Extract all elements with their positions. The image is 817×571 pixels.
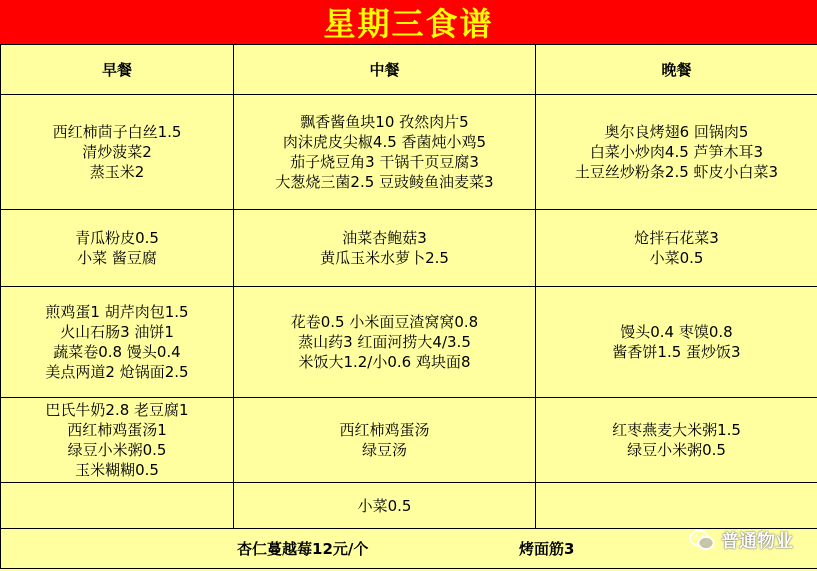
breakfast-cell [1, 398, 234, 483]
menu-item: 红枣燕麦大米粥1.5 [612, 421, 741, 439]
breakfast-cell [1, 483, 234, 529]
breakfast-cell [1, 95, 234, 210]
menu-item: 花卷0.5 小米面豆渣窝窝0.8 [290, 313, 479, 331]
dinner-cell [536, 483, 817, 529]
page-title: 星期三食谱 [323, 5, 494, 43]
menu-item: 小菜 酱豆腐 [77, 249, 157, 267]
title-bar [0, 0, 817, 44]
menu-item: 馒头0.4 枣馍0.8 [620, 323, 733, 341]
menu-item: 西红柿鸡蛋汤 [339, 421, 430, 439]
menu-item: 清炒菠菜2 [82, 143, 152, 161]
menu-item: 炝拌石花菜3 [634, 229, 719, 247]
header-dinner: 晚餐 [536, 45, 817, 95]
menu-item: 肉沫虎皮尖椒4.5 香菌炖小鸡5 [282, 133, 487, 151]
breakfast-cell [1, 287, 234, 398]
watermark [689, 527, 793, 553]
header-lunch: 中餐 [234, 45, 536, 95]
menu-item: 蔬菜卷0.8 馒头0.4 [53, 343, 181, 361]
dinner-cell [536, 287, 817, 398]
table-row [1, 398, 817, 483]
menu-item: 小菜0.5 [649, 249, 704, 267]
header-row [1, 45, 817, 95]
menu-item: 西红柿鸡蛋汤1 [67, 421, 167, 439]
menu-item: 西红柿茴子白丝1.5 [52, 123, 182, 141]
menu-item: 玉米糊糊0.5 [75, 461, 159, 479]
menu-item: 米饭大1.2/小0.6 鸡块面8 [298, 353, 471, 371]
menu-item: 蒸玉米2 [89, 163, 145, 181]
lunch-cell [234, 398, 536, 483]
menu-item: 绿豆汤 [361, 441, 407, 459]
menu-item: 奥尔良烤翅6 回锅肉5 [604, 123, 749, 141]
lunch-cell [234, 483, 536, 529]
menu-item: 青瓜粉皮0.5 [75, 229, 159, 247]
lunch-cell [234, 95, 536, 210]
table-row [1, 210, 817, 287]
menu-item: 大葱烧三菌2.5 豆豉鲮鱼油麦菜3 [275, 173, 494, 191]
menu-item: 煎鸡蛋1 胡芹肉包1.5 [45, 303, 189, 321]
table-row [1, 95, 817, 210]
menu-item: 酱香饼1.5 蛋炒饭3 [612, 343, 741, 361]
menu-item: 白菜小炒肉4.5 芦笋木耳3 [589, 143, 764, 161]
table-row [1, 483, 817, 529]
breakfast-cell [1, 210, 234, 287]
menu-item: 绿豆小米粥0.5 [627, 441, 726, 459]
wechat-icon [689, 529, 715, 551]
footer-item: 烤面筋3 [519, 539, 575, 558]
menu-item: 蒸山药3 红面河捞大4/3.5 [298, 333, 471, 351]
dinner-cell [536, 398, 817, 483]
footer-item: 杏仁蔓越莓12元/个 [237, 539, 369, 558]
menu-item: 飘香酱鱼块10 孜然肉片5 [300, 113, 469, 131]
menu-item: 茄子烧豆角3 干锅千页豆腐3 [290, 153, 479, 171]
menu-item: 土豆丝炒粉条2.5 虾皮小白菜3 [574, 163, 779, 181]
menu-item: 巴氏牛奶2.8 老豆腐1 [45, 401, 189, 419]
menu-item: 黄瓜玉米水萝卜2.5 [320, 249, 449, 267]
table-row [1, 287, 817, 398]
dinner-cell [536, 95, 817, 210]
menu-item: 小菜0.5 [357, 496, 412, 515]
menu-table [0, 44, 817, 569]
menu-item: 火山石肠3 油饼1 [60, 323, 174, 341]
dinner-cell [536, 210, 817, 287]
lunch-cell [234, 287, 536, 398]
lunch-cell [234, 210, 536, 287]
menu-item: 美点两道2 炝锅面2.5 [45, 363, 189, 381]
menu-item: 油菜杏鲍菇3 [342, 229, 427, 247]
watermark-text: 普通物业 [721, 531, 793, 552]
header-breakfast: 早餐 [1, 45, 234, 95]
menu-item: 绿豆小米粥0.5 [67, 441, 167, 459]
